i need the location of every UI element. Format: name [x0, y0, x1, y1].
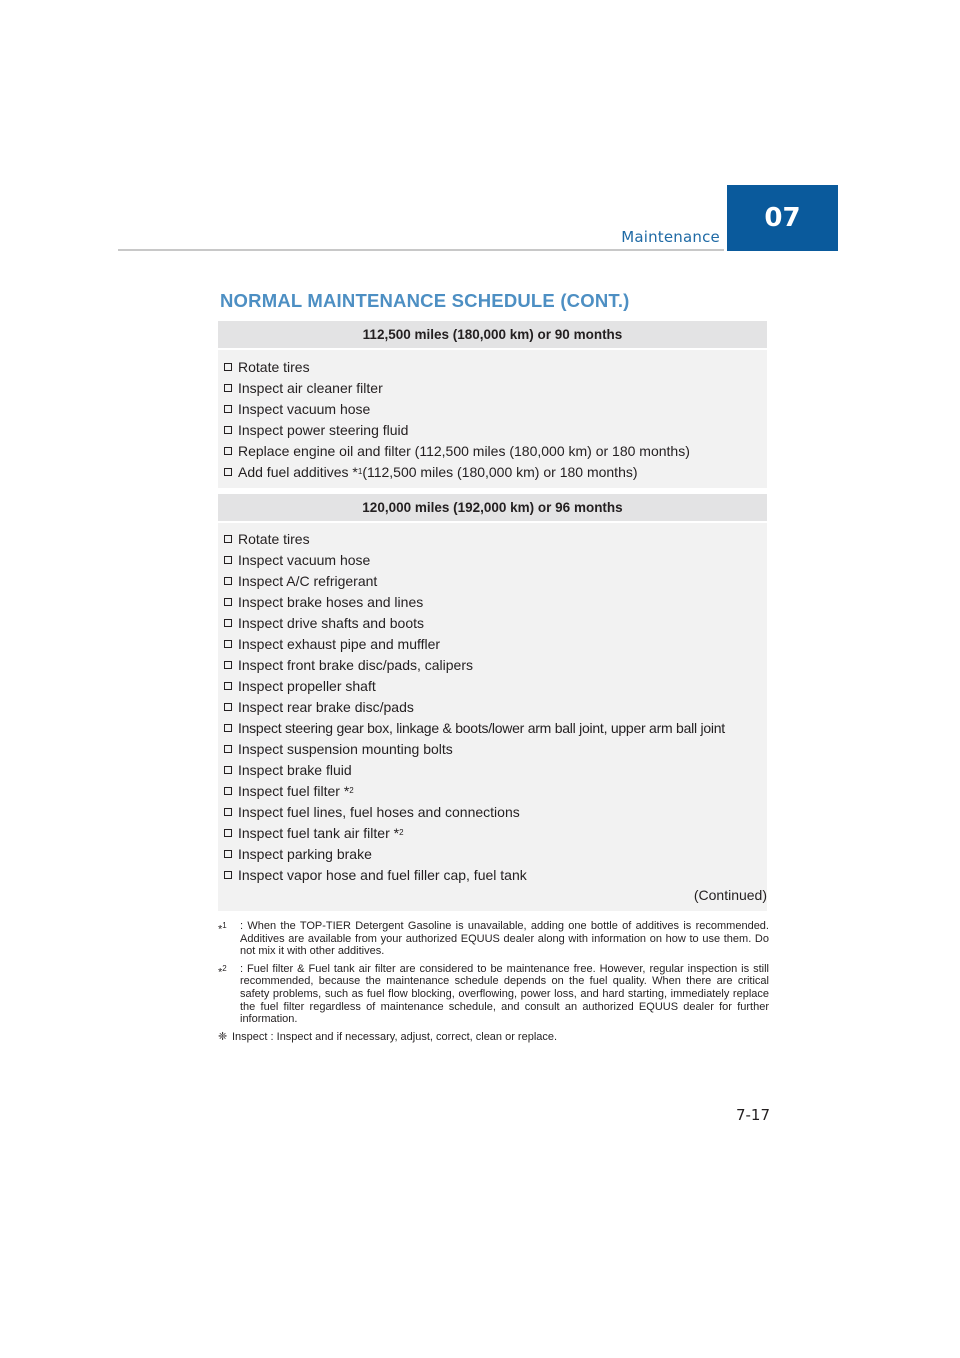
- checkbox-icon: [224, 703, 232, 711]
- list-item: Inspect air cleaner filter: [224, 377, 767, 398]
- list-item: Replace engine oil and filter (112,500 miles (180,000 km) or 180 months): [224, 440, 767, 461]
- checkbox-icon: [224, 682, 232, 690]
- list-item: Inspect fuel filter * 2: [224, 780, 767, 801]
- footnote-text: Inspect : Inspect and if necessary, adjust, correct, clean or replace.: [232, 1030, 558, 1043]
- checkbox-icon: [224, 829, 232, 837]
- list-item: Rotate tires: [224, 528, 767, 549]
- list-item: Inspect front brake disc/pads, calipers: [224, 654, 767, 675]
- list-item: Inspect brake fluid: [224, 759, 767, 780]
- checkbox-icon: [224, 787, 232, 795]
- footnote-1: *$^1$ : When the TOP-TIER Detergent Gasoline is unavailable, adding one bottle of additives is recommended. Additives are available from your authorized EQUUS dealer along with information on how to use them. Do not mix it with other additives.: [218, 920, 769, 958]
- checkbox-icon: [224, 640, 232, 648]
- list-item: Inspect A/C refrigerant: [224, 570, 767, 591]
- list-item: Inspect suspension mounting bolts: [224, 738, 767, 759]
- footnote-text: : Fuel filter & Fuel tank air filter are considered to be maintenance free. However, regular inspection is still recommended, because the maintenance schedule depends on the fuel quality. When there are critical safety problems, such as fuel flow blocking, overflowing, power loss, and hard starting, immediately replace the fuel filter regardless of maintenance schedule, and consult an authorized EQUUS dealer for further information.: [240, 962, 769, 1026]
- block-items: [218, 523, 767, 911]
- list-item: Inspect rear brake disc/pads: [224, 696, 767, 717]
- footnote-inspect: [218, 1031, 769, 1044]
- block-items: [218, 350, 767, 488]
- checkbox-icon: [224, 468, 232, 476]
- checkbox-icon: [224, 556, 232, 564]
- block-heading: 120,000 miles (192,000 km) or 96 months: [218, 494, 767, 521]
- list-item: Inspect exhaust pipe and muffler: [224, 633, 767, 654]
- list-item: Inspect brake hoses and lines: [224, 591, 767, 612]
- checkbox-icon: [224, 535, 232, 543]
- block-heading: 112,500 miles (180,000 km) or 90 months: [218, 321, 767, 348]
- list-item: Inspect vacuum hose: [224, 549, 767, 570]
- inspect-note-icon: ❈: [218, 1030, 228, 1043]
- checkbox-icon: [224, 447, 232, 455]
- checkbox-icon: [224, 405, 232, 413]
- list-item: Inspect propeller shaft: [224, 675, 767, 696]
- checkbox-icon: [224, 619, 232, 627]
- checkbox-icon: [224, 871, 232, 879]
- continued-label: (Continued): [693, 887, 767, 903]
- checkbox-icon: [224, 384, 232, 392]
- footnote-2: *$^2$ : Fuel filter & Fuel tank air filter are considered to be maintenance free. However, regular inspection is still recommended, because the maintenance schedule depends on the fuel quality. When there are critical safety problems, such as fuel flow blocking, overflowing, power loss, and hard starting, immediately replace the fuel filter regardless of maintenance schedule, and consult an authorized EQUUS dealer for further information.: [218, 962, 769, 1026]
- footnote-text: : When the TOP-TIER Detergent Gasoline is unavailable, adding one bottle of additives is recommended. Additives are available from your authorized EQUUS dealer along with information on how to use them. Do not mix it with other additives.: [240, 920, 769, 958]
- page-number: 7-17: [735, 1106, 770, 1124]
- checkbox-icon: [224, 577, 232, 585]
- checkbox-icon: [224, 661, 232, 669]
- schedule-block-112500: [218, 321, 767, 488]
- chapter-number: 07: [764, 203, 801, 233]
- list-item: Add fuel additives * 1 (112,500 miles (180,000 km) or 180 months): [224, 461, 767, 482]
- list-item: Inspect vacuum hose: [224, 398, 767, 419]
- checkbox-icon: [224, 426, 232, 434]
- list-item: Inspect power steering fluid: [224, 419, 767, 440]
- schedule-block-120000: [218, 494, 767, 911]
- list-item: Inspect fuel lines, fuel hoses and connections: [224, 801, 767, 822]
- chapter-number-tab: [727, 185, 838, 251]
- checkbox-icon: [224, 745, 232, 753]
- list-item: Inspect drive shafts and boots: [224, 612, 767, 633]
- list-item: Rotate tires: [224, 356, 767, 377]
- checkbox-icon: [224, 808, 232, 816]
- list-item: Inspect parking brake: [224, 843, 767, 864]
- section-label: Maintenance: [621, 228, 720, 246]
- list-item: Inspect fuel tank air filter * 2: [224, 822, 767, 843]
- checkbox-icon: [224, 766, 232, 774]
- header-rule: [118, 249, 724, 251]
- checkbox-icon: [224, 363, 232, 371]
- checkbox-icon: [224, 724, 232, 732]
- page-title: NORMAL MAINTENANCE SCHEDULE (CONT.): [220, 290, 630, 311]
- checkbox-icon: [224, 850, 232, 858]
- checkbox-icon: [224, 598, 232, 606]
- list-item: Inspect steering gear box, linkage & boots/lower arm ball joint, upper arm ball joint: [224, 717, 767, 738]
- list-item: Inspect vapor hose and fuel filler cap, fuel tank: [224, 864, 767, 885]
- footnotes: [218, 920, 769, 1048]
